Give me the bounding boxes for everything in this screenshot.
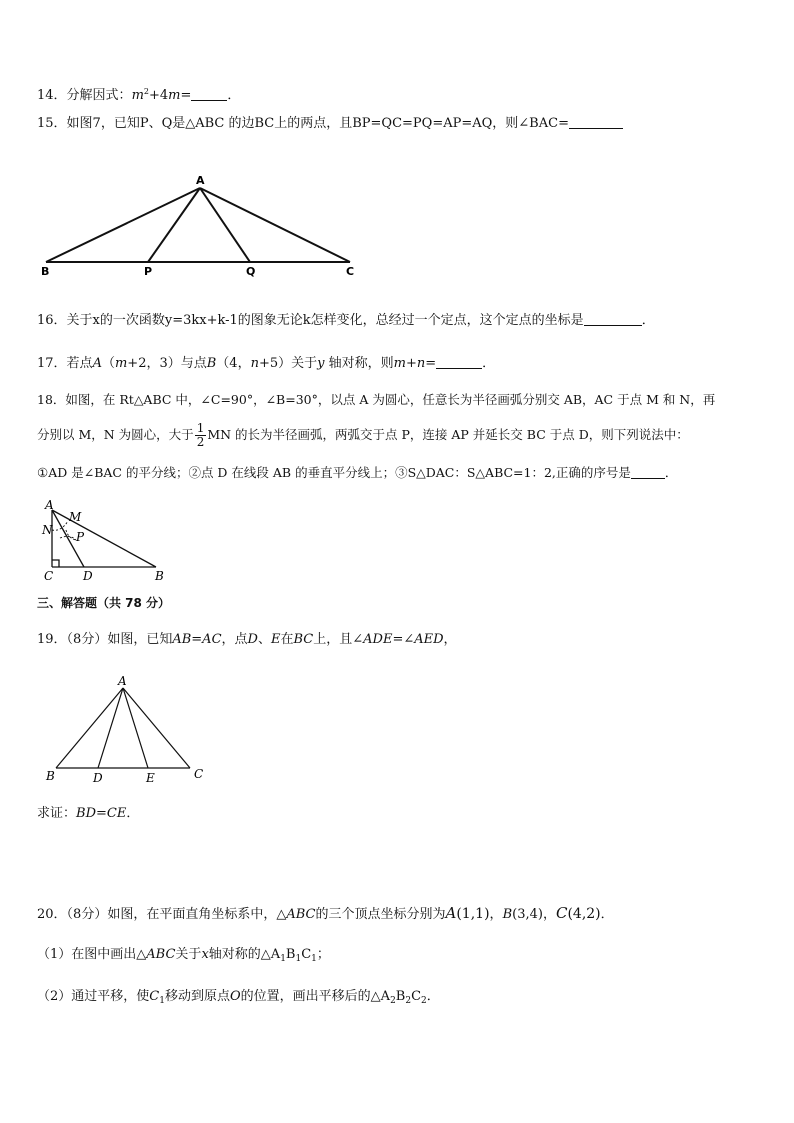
q20-p2-text-2: 的位置，画出平移后的 [240,989,371,1004]
q19-expr-angles: ∠ADE=∠AED [352,632,444,647]
q19-text-2: ，点 [221,632,248,647]
q19-proof-label: 求证： [37,806,77,821]
q19-text-5: 上，且 [313,632,353,647]
q20-p2-text: 移动到原点 [164,989,230,1004]
q17-text-5: +5）关于 [258,356,318,371]
q19-number: 19． [37,632,67,647]
q15-label-A: A [196,174,205,187]
q18-fraction-half [195,422,207,449]
q17-text-4: （4， [216,356,251,371]
q20-text-1: 如图，在平面直角坐标系中， [107,907,277,922]
q17-text-6: 轴对称，则 [324,356,394,371]
q20-p1-result-A: △A [260,947,281,962]
section-3-title: 三、解答题（共 78 分） [37,596,171,610]
q20-p2-result-B: B [395,989,406,1004]
q20-p2-origin-O: O [229,989,241,1004]
q19-point-D: D [247,632,258,647]
q18-line-2a-text: 分别以 M，N 为圆心，大于 [37,427,194,442]
q19-score: （8分） [66,632,108,647]
q18-line-3-text: ①AD 是∠BAC 的平分线；②点 D 在线段 AB 的垂直平分线上；③S△DAC：S△ABC=1：2,正确的序号是 [37,465,631,480]
q20-p1-end: ； [316,947,330,962]
q19-proof-expr: BD=CE [76,806,127,821]
q17-text-3: +2，3）与点 [127,356,207,371]
q18-label-P: P [76,530,85,544]
q20-p2-sub-c: 1 [159,996,165,1006]
q20-p2-result-C: C [411,989,422,1004]
q17-text-8: = [425,356,437,371]
q18-end: ． [664,465,678,480]
q15-number: 15． [37,116,67,131]
q20-p1-sub-2: 1 [295,954,302,964]
q16-number: 16． [37,313,67,328]
question-18-line-2 [37,420,689,450]
q20-p1-triangle-symbol: △ [136,947,147,962]
q16-answer-blank[interactable] [584,313,642,326]
q17-answer-blank[interactable] [436,356,482,369]
question-18-line-3 [37,464,677,482]
q19-label-C: C [194,767,204,781]
question-17 [37,355,495,373]
q14-number: 14． [37,88,67,103]
q20-coord-B: (3,4) [512,907,543,922]
q14-end: ． [227,88,241,103]
q19-label-D: D [93,771,103,784]
q19-point-E: E [270,632,281,647]
q20-p1-result-B: B [285,947,296,962]
q20-score: （8分） [66,907,108,922]
q20-point-A: A [445,904,457,922]
q18-label-D: D [83,569,93,583]
q14-text: 分解因式： [66,88,132,103]
q19-text-4: 在 [280,632,294,647]
q15-label-Q: Q [246,265,256,278]
q20-part-2 [37,988,440,1010]
q19-segment-BC: BC [293,632,314,647]
q20-comma-2: ， [542,907,556,922]
q14-expr: +4 [148,88,169,103]
q14-answer-blank[interactable] [191,88,227,101]
q18-frac-num: 1 [196,421,205,435]
q17-text-2: （ [101,356,115,371]
question-14 [37,83,240,105]
q20-p2-sub-2: 2 [405,996,412,1006]
q20-end: ． [600,907,614,922]
q18-line-1-text: 18．如图，在 Rt△ABC 中，∠C=90°，∠B=30°，以点 A 为圆心，任意长为半径画弧分别交 AB，AC 于点 M 和 N，再 [37,392,716,407]
q17-text-1: 若点 [66,356,93,371]
q20-p1-sub-3: 1 [311,954,317,964]
q20-p2-result-A: △A [370,989,391,1004]
q14-exponent: 2 [143,87,149,96]
q17-point-A: A [92,356,102,371]
q20-p1-sub-1: 1 [280,954,286,964]
q19-label-B: B [46,769,55,783]
q20-p1-text: 关于 [175,947,202,962]
q20-p2-label: （2）通过平移，使 [37,989,150,1004]
q20-comma-1: ， [489,907,503,922]
q16-end: ． [641,313,655,328]
q20-coord-C: (4,2) [567,906,601,922]
q18-label-B: B [155,569,164,583]
q15-figure-triangle [36,170,366,282]
q19-text-3: 、 [257,632,271,647]
q19-label-E: E [146,771,155,784]
q17-end: ． [482,356,496,371]
question-19 [37,631,457,649]
q15-label-P: P [144,265,153,278]
q20-p1-text-2: 轴对称的 [208,947,261,962]
q18-label-M: M [69,510,82,524]
q17-var-n: n [250,356,259,371]
q17-var-y: y [317,356,325,371]
q20-point-B: B [502,907,513,922]
q20-p2-sub-1: 2 [390,996,396,1006]
q18-label-N: N [42,523,53,537]
question-18-line-1 [37,391,715,409]
q14-equals: = [180,88,192,103]
q20-triangle-symbol: △ [276,907,287,922]
q15-label-C: C [346,265,355,278]
q16-text: 关于x的一次函数y=3kx+k-1的图象无论k怎样变化，总经过一个定点，这个定点的坐标是 [66,313,584,328]
q20-p1-label: （1）在图中画出 [37,947,137,962]
q19-proof-statement [37,805,139,823]
q18-label-C: C [44,569,54,583]
q15-text: 如图7，已知P、Q是△ABC 的边BC上的两点，且BP=QC=PQ=AP=AQ，则∠BAC= [66,116,569,131]
q20-triangle-name: ABC [286,907,316,922]
q17-text-7: + [405,356,417,371]
q20-p2-end: ． [426,989,440,1004]
section-3-heading [37,594,170,612]
q19-proof-end: ． [126,806,140,821]
q19-expr-1: AB=AC [172,632,222,647]
q20-p1-var-x: x [201,947,209,962]
q19-label-A: A [118,674,127,688]
q17-var-m2: m [393,356,406,371]
q20-text-2: 的三个顶点坐标分别为 [315,907,446,922]
q14-var-m: m [131,88,144,103]
q17-var-m: m [114,356,128,371]
q18-figure-right-triangle [38,496,172,584]
q18-frac-den: 2 [196,435,205,449]
q20-p1-result-C: C [301,947,312,962]
q17-number: 17． [37,356,67,371]
q18-line-2b-text: MN 的长为半径画弧，两弧交于点 P，连接 AP 并延长交 BC 于点 D，则下列说法中： [207,427,689,442]
q17-point-B: B [206,356,217,371]
q17-var-n2: n [416,356,426,371]
q20-p2-sub-3: 2 [421,996,427,1006]
question-16 [37,312,655,330]
q20-p1-triangle-name: ABC [146,947,176,962]
q20-p2-point-C: C [149,989,160,1004]
q20-number: 20． [37,907,67,922]
q18-answer-blank[interactable] [631,466,665,479]
q15-label-B: B [41,265,50,278]
q14-var-m2: m [168,88,181,103]
q19-text-1: 如图，已知 [107,632,173,647]
q19-text-6: ， [443,632,457,647]
q20-part-1 [37,946,330,968]
q18-label-A: A [45,498,54,512]
q20-point-C: C [555,904,568,922]
q15-answer-blank[interactable] [569,116,623,129]
q20-coord-A: (1,1) [456,906,490,922]
q19-figure-isosceles-triangle [40,672,210,784]
question-20 [37,904,614,924]
question-15 [37,115,623,133]
